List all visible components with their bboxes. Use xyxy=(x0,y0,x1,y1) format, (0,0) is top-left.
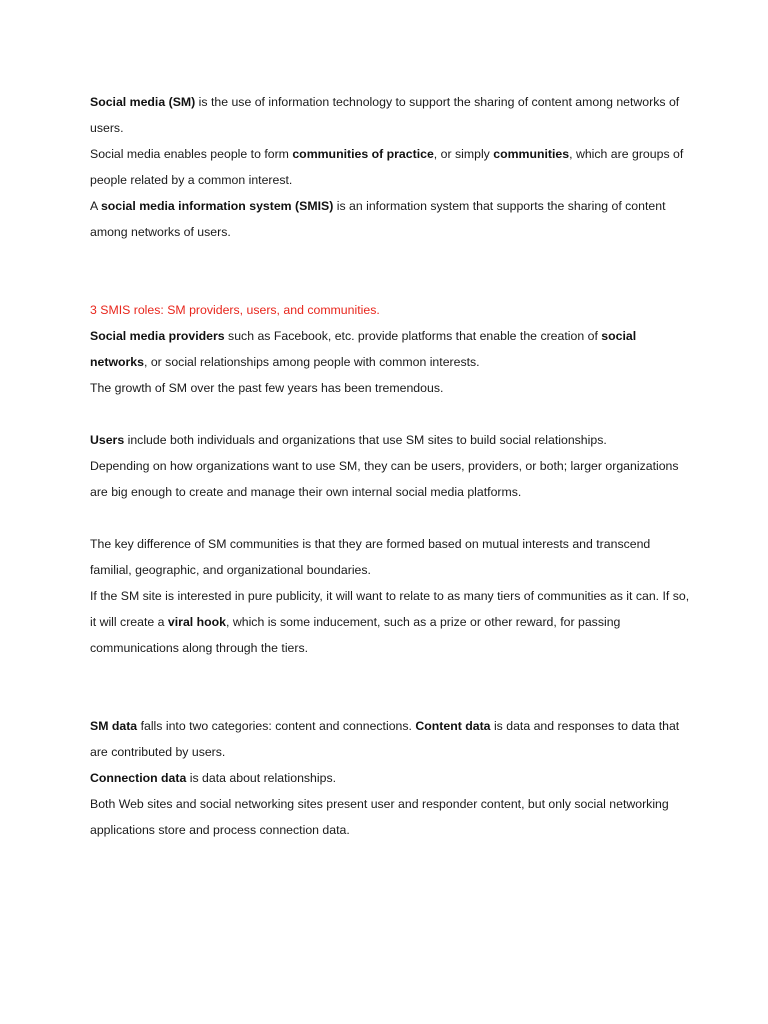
communities-paragraph xyxy=(90,141,690,193)
term-users: Users xyxy=(90,433,125,447)
spacer xyxy=(90,245,690,297)
providers-paragraph xyxy=(90,323,690,375)
viral-hook-text-2: , which is some inducement, such as a prize or other reward, for passing communications along through the tiers. xyxy=(90,615,621,655)
term-sm-data: SM data xyxy=(90,719,138,733)
sm-data-text-2: is data and responses to data that are contributed by users. xyxy=(90,719,680,759)
smis-text-2: is an information system that supports the sharing of content among networks of users. xyxy=(90,199,666,239)
communities-difference-paragraph: The key difference of SM communities is that they are formed based on mutual interests and transcend familial, geographic, and organizational boundaries. xyxy=(90,537,651,577)
users-text: include both individuals and organizations that use SM sites to build social relationships. xyxy=(124,433,607,447)
document-page xyxy=(90,89,690,843)
smis-roles-heading: 3 SMIS roles: SM providers, users, and communities. xyxy=(90,303,380,317)
connection-data-text: is data about relationships. xyxy=(186,771,337,785)
providers-text-2: , or social relationships among people with common interests. xyxy=(144,355,480,369)
sm-data-paragraph xyxy=(90,713,690,765)
term-content-data: Content data xyxy=(415,719,491,733)
term-smis: social media information system (SMIS) xyxy=(100,199,334,213)
term-connection-data: Connection data xyxy=(90,771,187,785)
web-sites-paragraph: Both Web sites and social networking sites present user and responder content, but only social networking applications store and process connection data. xyxy=(90,797,669,837)
sm-definition-paragraph xyxy=(90,89,690,141)
term-viral-hook: viral hook xyxy=(167,615,227,629)
communities-text-3: , which are groups of people related by a common interest. xyxy=(90,147,684,187)
term-social-media: Social media (SM) xyxy=(90,95,196,109)
term-social-networks: social networks xyxy=(90,329,637,369)
users-paragraph xyxy=(90,427,690,453)
spacer xyxy=(90,661,690,713)
smis-definition-paragraph xyxy=(90,193,690,245)
spacer xyxy=(90,505,690,531)
connection-data-paragraph xyxy=(90,765,690,791)
communities-text-1: Social media enables people to form xyxy=(90,147,293,161)
term-communities: communities xyxy=(493,147,570,161)
communities-text-2: , or simply xyxy=(433,147,494,161)
smis-text-1: A xyxy=(90,199,101,213)
sm-definition-text: is the use of information technology to support the sharing of content among networks of users. xyxy=(90,95,680,135)
organizations-paragraph: Depending on how organizations want to use SM, they can be users, providers, or both; larger organizations are big enough to create and manage their own internal social media platforms. xyxy=(90,459,679,499)
viral-hook-text-1: If the SM site is interested in pure publicity, it will want to relate to as many tiers of communities as it can. If so, it will create a xyxy=(90,589,690,629)
spacer xyxy=(90,401,690,427)
term-communities-of-practice: communities of practice xyxy=(292,147,434,161)
sm-data-text-1: falls into two categories: content and connections. xyxy=(137,719,416,733)
providers-text-1: such as Facebook, etc. provide platforms that enable the creation of xyxy=(224,329,602,343)
growth-paragraph: The growth of SM over the past few years has been tremendous. xyxy=(90,381,444,395)
term-social-media-providers: Social media providers xyxy=(90,329,225,343)
viral-hook-paragraph xyxy=(90,583,690,661)
